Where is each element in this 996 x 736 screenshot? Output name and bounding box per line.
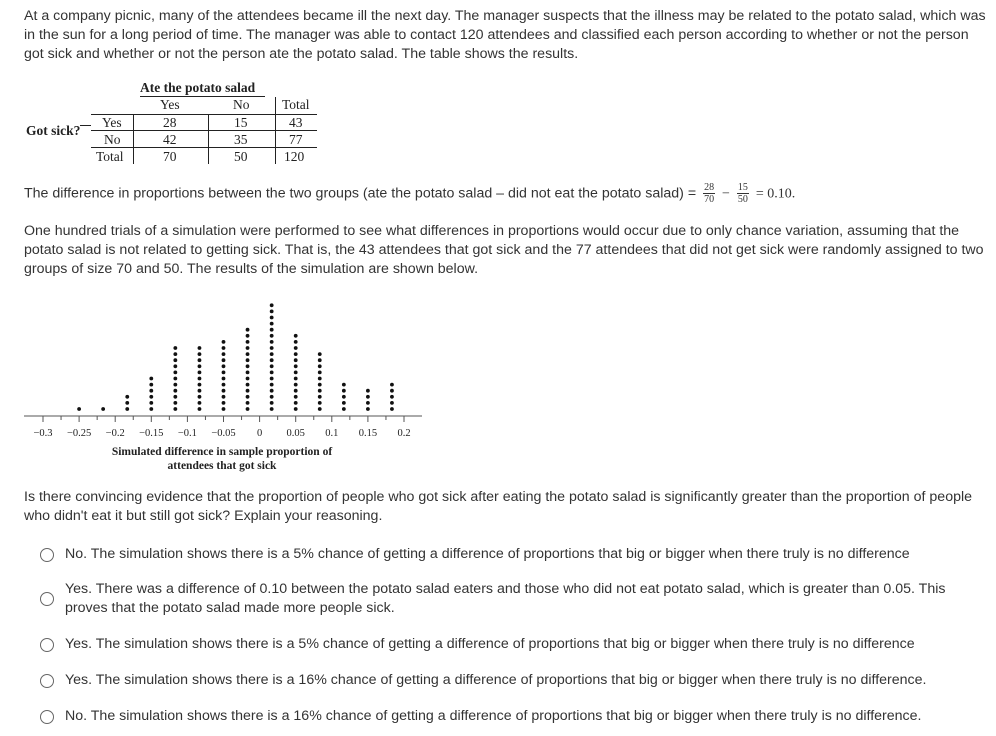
dot — [270, 395, 274, 399]
table-header-rule — [140, 96, 265, 97]
dot — [318, 395, 322, 399]
dot — [246, 346, 250, 350]
dot — [246, 364, 250, 368]
dot — [246, 334, 250, 338]
cell-no-no: 35 — [234, 132, 248, 147]
radio-button-4[interactable] — [40, 674, 54, 688]
dot — [198, 358, 202, 362]
dot — [222, 352, 226, 356]
fraction-15-50 — [737, 182, 749, 205]
dot — [342, 401, 346, 405]
dot — [366, 395, 370, 399]
simulation-paragraph: One hundred trials of a simulation were performed to see what differences in proportions would occur due to only chance variation, assuming that the potato salad is not related to getting sick. That is, the 43 attendees that got sick and the 77 attendees that did not get sick were randomly assigned to two groups of size 70 and 50. The results of the simulation are shown below. — [24, 223, 984, 277]
dot — [270, 401, 274, 405]
dot — [149, 395, 153, 399]
dot — [294, 364, 298, 368]
option-5-label[interactable]: No. The simulation shows there is a 16% chance of getting a difference of proportions that big or bigger when there truly is no difference. — [65, 708, 922, 724]
dot — [198, 407, 202, 411]
dot — [246, 377, 250, 381]
dot — [222, 371, 226, 375]
dot — [318, 407, 322, 411]
dot — [318, 371, 322, 375]
dot — [270, 389, 274, 393]
dot — [270, 310, 274, 314]
option-4-label[interactable]: Yes. The simulation shows there is a 16% chance of getting a difference of proportions that big or bigger when there truly is no difference. — [65, 672, 927, 688]
dot — [390, 383, 394, 387]
dot-plot — [24, 285, 424, 475]
table-row-rule-2 — [91, 147, 317, 148]
dot — [318, 352, 322, 356]
difference-result: = 0.10. — [755, 186, 796, 202]
dot — [173, 352, 177, 356]
dot — [198, 395, 202, 399]
dot — [246, 358, 250, 362]
dot — [222, 407, 226, 411]
dot — [149, 407, 153, 411]
row-label-no: No — [104, 132, 121, 147]
dot — [390, 401, 394, 405]
dot — [149, 401, 153, 405]
dot — [318, 389, 322, 393]
cell-no-total: 77 — [289, 132, 303, 147]
radio-button-5[interactable] — [40, 710, 54, 724]
dot — [390, 395, 394, 399]
dot — [294, 383, 298, 387]
dot — [366, 401, 370, 405]
dot — [390, 389, 394, 393]
frac1-numerator: 28 — [704, 182, 715, 193]
x-tick-label: 0 — [256, 428, 263, 439]
frac1-denominator: 70 — [704, 194, 715, 205]
dot — [149, 389, 153, 393]
dot — [294, 401, 298, 405]
dot — [270, 316, 274, 320]
dot — [222, 383, 226, 387]
difference-text: The difference in proportions between the two groups (ate the potato salad – did not eat the potato salad) = — [24, 185, 697, 202]
dot — [173, 395, 177, 399]
dot — [246, 340, 250, 344]
x-axis-title-line2: attendees that got sick — [167, 460, 277, 472]
dot — [222, 377, 226, 381]
x-tick-label: 0.05 — [286, 428, 305, 439]
dot — [294, 371, 298, 375]
dot — [246, 389, 250, 393]
option-1[interactable] — [40, 545, 980, 564]
dot — [270, 346, 274, 350]
option-3-label[interactable]: Yes. The simulation shows there is a 5% chance of getting a difference of proportions that big or bigger when there truly is no difference — [65, 636, 915, 652]
dot — [366, 389, 370, 393]
dot — [101, 407, 105, 411]
option-2[interactable] — [40, 580, 980, 618]
dot — [149, 377, 153, 381]
two-way-table — [24, 80, 324, 170]
dot — [342, 407, 346, 411]
dot — [222, 340, 226, 344]
option-4[interactable] — [40, 671, 980, 690]
dot — [198, 346, 202, 350]
dot — [173, 407, 177, 411]
dot — [294, 389, 298, 393]
dot — [294, 340, 298, 344]
x-axis-title-line1: Simulated difference in sample proportion of — [111, 446, 333, 458]
dot — [342, 383, 346, 387]
table-bracket — [80, 125, 91, 126]
option-3[interactable] — [40, 635, 980, 654]
radio-button-2[interactable] — [40, 592, 54, 606]
dot — [198, 364, 202, 368]
dot — [246, 352, 250, 356]
dot — [173, 389, 177, 393]
dot — [270, 364, 274, 368]
dot — [270, 328, 274, 332]
dot — [318, 377, 322, 381]
dot — [342, 389, 346, 393]
table-vrule-2 — [208, 114, 209, 164]
row-group-label: Got sick? — [26, 123, 81, 138]
dot — [366, 407, 370, 411]
option-2-label[interactable]: Yes. There was a difference of 0.10 between the potato salad eaters and those who did not eat potato salad, which is greater than 0.05. This proves that the potato salad made more people sick. — [65, 581, 946, 616]
dot — [173, 364, 177, 368]
dot — [173, 383, 177, 387]
minus-sign: − — [722, 186, 730, 202]
dot — [198, 383, 202, 387]
radio-button-1[interactable] — [40, 548, 54, 562]
dot — [318, 364, 322, 368]
dot — [270, 407, 274, 411]
x-tick-label: 0.15 — [358, 428, 378, 439]
dot — [77, 407, 81, 411]
dot — [173, 371, 177, 375]
row-label-total: Total — [96, 149, 124, 164]
dot — [125, 407, 129, 411]
dot — [270, 383, 274, 387]
dot — [173, 377, 177, 381]
cell-yes-total: 43 — [289, 115, 303, 130]
dot — [246, 395, 250, 399]
dot — [222, 364, 226, 368]
dot — [270, 340, 274, 344]
x-tick-label: −0.1 — [177, 428, 197, 439]
table-row-rule-1 — [91, 130, 317, 131]
fraction-28-70 — [703, 182, 715, 205]
dot — [294, 358, 298, 362]
dot — [390, 407, 394, 411]
dot — [173, 358, 177, 362]
dot — [270, 303, 274, 307]
dot — [246, 328, 250, 332]
dot — [342, 395, 346, 399]
radio-button-3[interactable] — [40, 638, 54, 652]
x-tick-label: −0.3 — [33, 428, 53, 439]
dot — [246, 401, 250, 405]
dot — [198, 371, 202, 375]
dot — [222, 389, 226, 393]
cell-yes-yes: 28 — [163, 115, 177, 130]
option-1-label[interactable]: No. The simulation shows there is a 5% chance of getting a difference of proportions that big or bigger when there truly is no difference — [65, 546, 910, 562]
dot — [198, 401, 202, 405]
cell-yes-no: 15 — [234, 115, 248, 130]
cell-total-no: 50 — [234, 149, 248, 164]
dot — [198, 389, 202, 393]
dot — [294, 407, 298, 411]
dot — [198, 352, 202, 356]
dot — [222, 346, 226, 350]
frac2-numerator: 15 — [737, 182, 748, 193]
row-label-yes: Yes — [102, 115, 122, 130]
x-tick-label: 0.2 — [397, 428, 411, 439]
x-tick-label: −0.2 — [105, 428, 125, 439]
dot — [270, 371, 274, 375]
table-top-rule — [91, 114, 317, 115]
cell-no-yes: 42 — [163, 132, 177, 147]
table-vrule-3 — [275, 97, 276, 164]
question-text: Is there convincing evidence that the proportion of people who got sick after eating the potato salad is significantly greater than the proportion of people who didn't eat it but still got sick? Explain your reasoning. — [24, 489, 973, 524]
dot — [246, 383, 250, 387]
dot — [270, 352, 274, 356]
x-tick-label: 0.1 — [325, 428, 339, 439]
dot — [270, 377, 274, 381]
dot — [125, 395, 129, 399]
frac2-denominator: 50 — [737, 194, 748, 205]
x-tick-label: −0.25 — [66, 428, 92, 439]
intro-paragraph: At a company picnic, many of the attendees became ill the next day. The manager suspects that the illness may be related to the potato salad, which was in the sun for a long period of time. The manager was able to contact 120 attendees and classified each person according to whether or not the person got sick and whether or not the person ate the potato salad. The table shows the results. — [24, 8, 986, 62]
option-5[interactable] — [40, 707, 980, 726]
dot — [270, 334, 274, 338]
x-tick-label: −0.05 — [211, 428, 236, 439]
x-tick-label: −0.15 — [139, 428, 164, 439]
col-header-no: No — [233, 97, 250, 112]
dot — [149, 383, 153, 387]
difference-line — [24, 182, 986, 212]
col-header-total: Total — [282, 97, 310, 112]
cell-total-yes: 70 — [163, 149, 177, 164]
dot — [318, 358, 322, 362]
dot — [294, 352, 298, 356]
dot — [222, 358, 226, 362]
dot — [173, 401, 177, 405]
dot — [270, 322, 274, 326]
table-vrule-1 — [133, 114, 134, 164]
dot — [173, 346, 177, 350]
dot — [246, 371, 250, 375]
table-top-header: Ate the potato salad — [140, 80, 256, 95]
dot — [294, 334, 298, 338]
cell-total-total: 120 — [284, 149, 305, 164]
dot — [294, 395, 298, 399]
dot — [270, 358, 274, 362]
dot — [318, 401, 322, 405]
dot — [125, 401, 129, 405]
dot — [222, 395, 226, 399]
dot — [246, 407, 250, 411]
dot — [198, 377, 202, 381]
dot — [294, 377, 298, 381]
col-header-yes: Yes — [160, 97, 180, 112]
dot — [294, 346, 298, 350]
dot — [318, 383, 322, 387]
dot — [222, 401, 226, 405]
